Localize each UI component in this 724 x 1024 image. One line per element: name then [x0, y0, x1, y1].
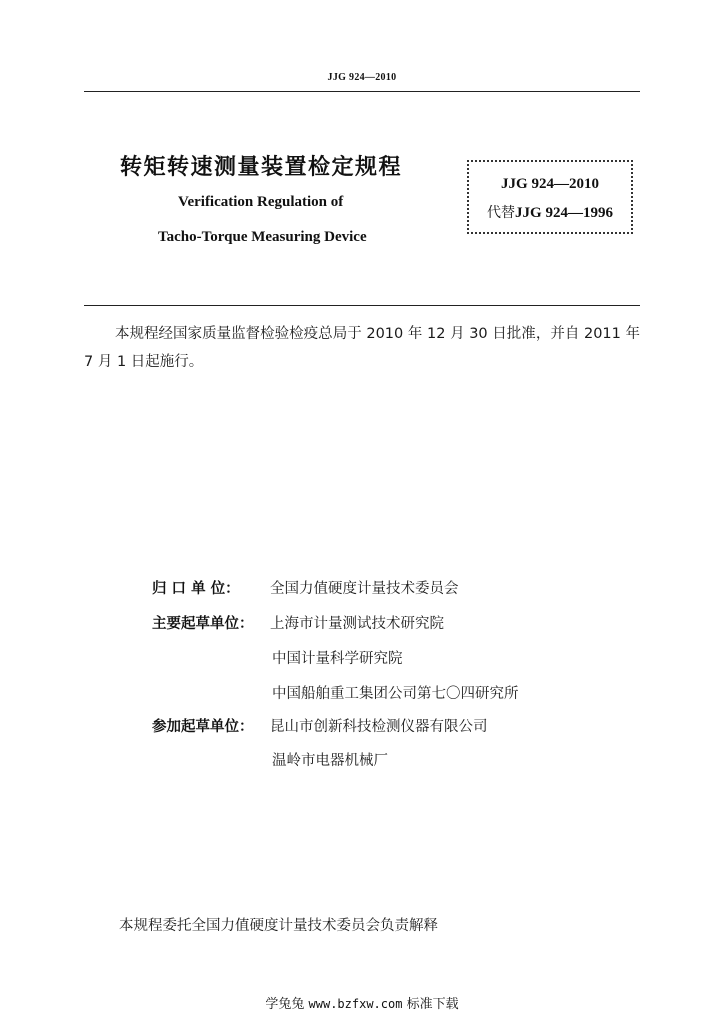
replaces-code [467, 202, 633, 222]
section-divider [84, 305, 640, 306]
main-drafter: 中国计量科学研究院 [272, 651, 403, 667]
approval-statement: 本规程经国家质量监督检验检疫总局于 2010 年 12 月 30 日批准，并自 2011 年 7 月 1 日起施行。 [84, 326, 640, 370]
replaces-prefix: 代替 [487, 205, 516, 221]
title-english-line2: Tacho-Torque Measuring Device [158, 229, 367, 245]
participants-label: 参加起草单位： [152, 719, 254, 735]
participant: 温岭市电器机械厂 [272, 753, 388, 769]
title-chinese: 转矩转速测量装置检定规程 [120, 155, 403, 180]
participants-row [152, 715, 488, 736]
main-drafter: 中国船舶重工集团公司第七〇四研究所 [272, 686, 519, 702]
main-drafter: 上海市计量测试技术研究院 [270, 616, 444, 632]
interpretation-statement: 本规程委托全国力值硬度计量技术委员会负责解释 [119, 918, 438, 934]
title-english-line1: Verification Regulation of [178, 194, 344, 210]
main-drafters-row [152, 612, 444, 633]
header-standard-code: JJG 924—2010 [327, 72, 397, 83]
main-drafters-label: 主要起草单位： [152, 616, 254, 632]
footer-url[interactable]: www.bzfxw.com [308, 997, 403, 1011]
participant: 昆山市创新科技检测仪器有限公司 [270, 719, 488, 735]
responsible-unit-label: 归 口 单 位： [152, 581, 240, 597]
standard-code: JJG 924—2010 [501, 176, 599, 192]
footer [0, 993, 724, 1012]
responsible-unit-row [152, 577, 459, 598]
standard-code-box [467, 160, 633, 234]
replaces-standard-code: JJG 924—1996 [515, 205, 613, 221]
footer-suffix: 标准下载 [406, 997, 459, 1012]
header-divider [84, 91, 640, 92]
footer-site-name: 学兔兔 [265, 997, 305, 1012]
responsible-unit: 全国力值硬度计量技术委员会 [270, 581, 459, 597]
